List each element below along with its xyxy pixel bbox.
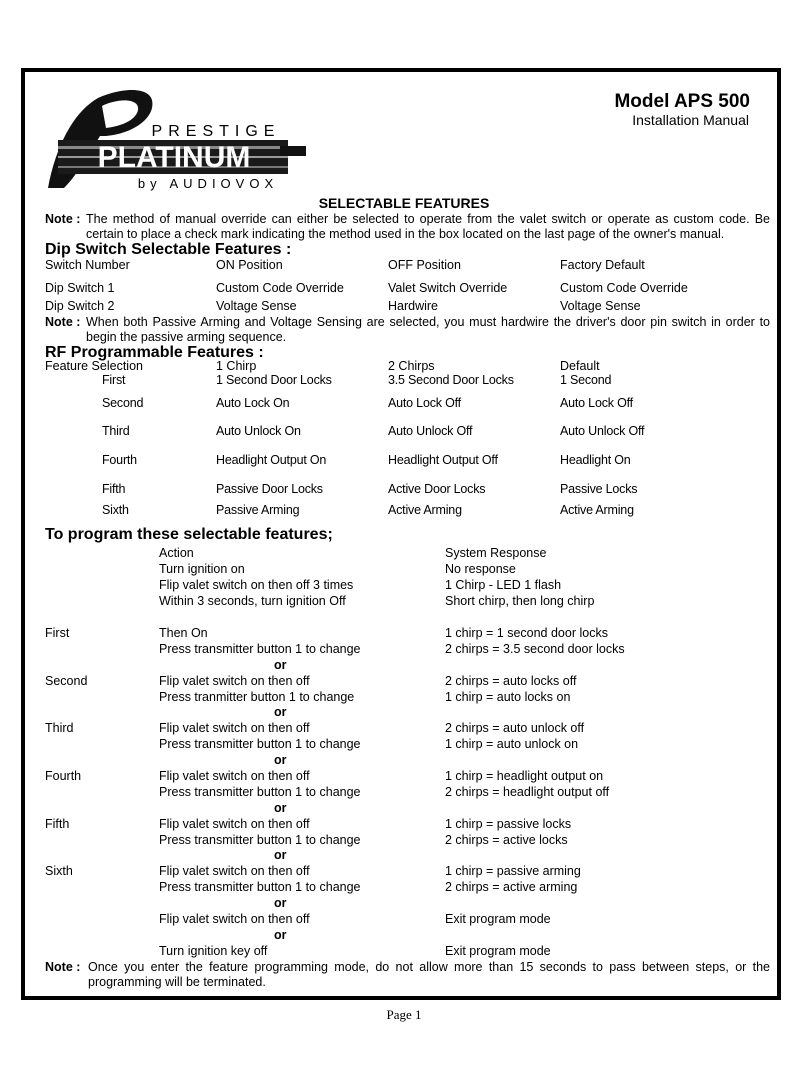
program-action: Turn ignition on: [159, 562, 245, 576]
program-response: Exit program mode: [445, 912, 551, 926]
rf-cell: Active Arming: [560, 503, 634, 517]
program-action: Turn ignition key off: [159, 944, 268, 958]
program-response: 1 chirp = passive arming: [445, 864, 581, 878]
program-response: 1 chirp = auto locks on: [445, 690, 571, 704]
or-separator: or: [274, 928, 287, 942]
program-action: Press transmitter button 1 to change: [159, 642, 361, 656]
program-response: 1 chirp = passive locks: [445, 817, 572, 831]
dip-cell: Voltage Sense: [560, 299, 641, 313]
rf-cell: Passive Arming: [216, 503, 300, 517]
rf-cell: Auto Lock Off: [560, 396, 633, 410]
rf-cell: Passive Locks: [560, 482, 638, 496]
dip-cell: Valet Switch Override: [388, 281, 508, 295]
rf-heading: RF Programmable Features :: [45, 344, 264, 361]
program-action: Press tranmitter button 1 to change: [159, 690, 355, 704]
or-separator: or: [274, 896, 287, 910]
note3-body: Once you enter the feature programming mode, do not allow more than 15 seconds to pass between steps, or the programming will be terminated.: [88, 960, 770, 989]
program-response: No response: [445, 562, 516, 576]
dip-cell: Custom Code Override: [560, 281, 688, 295]
prestige-platinum-logo: [40, 84, 315, 192]
dip-cell: Voltage Sense: [216, 299, 297, 313]
program-action: Flip valet switch on then off 3 times: [159, 578, 354, 592]
rf-cell: 3.5 Second Door Locks: [388, 373, 514, 387]
or-separator: or: [274, 753, 287, 767]
program-heading: To program these selectable features;: [45, 526, 333, 543]
rf-cell: Fifth: [102, 482, 126, 496]
logo-platinum: PLATINUM: [97, 141, 251, 174]
note2-body: When both Passive Arming and Voltage Sensing are selected, you must hardwire the driver's door pin switch in order to begin the passive arming sequence.: [86, 315, 770, 344]
program-action: Press transmitter button 1 to change: [159, 833, 361, 847]
rf-cell: Auto Lock On: [216, 396, 290, 410]
note1-text: [86, 212, 770, 242]
dip-cell: Dip Switch 1: [45, 281, 115, 295]
note2-label: Note :: [45, 315, 81, 329]
dip-header-cell: OFF Position: [388, 258, 461, 272]
program-step-label: Sixth: [45, 864, 73, 878]
program-action: Within 3 seconds, turn ignition Off: [159, 594, 346, 608]
program-response: 2 chirps = 3.5 second door locks: [445, 642, 625, 656]
or-separator: or: [274, 848, 287, 862]
program-action: Flip valet switch on then off: [159, 912, 310, 926]
dip-cell: Custom Code Override: [216, 281, 344, 295]
program-step-label: Third: [45, 721, 74, 735]
rf-cell: Active Door Locks: [388, 482, 486, 496]
rf-cell: Fourth: [102, 453, 137, 467]
program-action: Press transmitter button 1 to change: [159, 785, 361, 799]
rf-cell: Auto Unlock On: [216, 424, 301, 438]
rf-header-cell: Default: [560, 359, 600, 373]
note2-text: [86, 315, 770, 345]
action-header: Action: [159, 546, 194, 560]
rf-cell: Passive Door Locks: [216, 482, 323, 496]
note3-text: [88, 960, 770, 990]
note3-label: Note :: [45, 960, 81, 974]
program-action: Flip valet switch on then off: [159, 817, 310, 831]
program-action: Flip valet switch on then off: [159, 864, 310, 878]
program-response: 2 chirps = headlight output off: [445, 785, 610, 799]
rf-cell: Sixth: [102, 503, 129, 517]
logo-by-audiovox: by AUDIOVOX: [137, 176, 279, 191]
dip-heading: Dip Switch Selectable Features :: [45, 241, 292, 258]
program-step-label: Fifth: [45, 817, 70, 831]
rf-header-cell: Feature Selection: [45, 359, 143, 373]
model-title: Model APS 500: [614, 91, 750, 112]
or-separator: or: [274, 658, 287, 672]
program-action: Press transmitter button 1 to change: [159, 880, 361, 894]
dip-cell: Dip Switch 2: [45, 299, 115, 313]
rf-cell: 1 Second Door Locks: [216, 373, 332, 387]
program-response: 2 chirps = auto locks off: [445, 674, 577, 688]
program-response: 1 chirp = auto unlock on: [445, 737, 579, 751]
dip-header-cell: Factory Default: [560, 258, 645, 272]
program-response: Short chirp, then long chirp: [445, 594, 595, 608]
response-header: System Response: [445, 546, 547, 560]
or-separator: or: [274, 801, 287, 815]
program-action: Flip valet switch on then off: [159, 769, 310, 783]
program-response: Exit program mode: [445, 944, 551, 958]
rf-cell: First: [102, 373, 126, 387]
rf-cell: Third: [102, 424, 130, 438]
program-step-label: Fourth: [45, 769, 82, 783]
rf-cell: Headlight Output On: [216, 453, 327, 467]
rf-cell: Auto Unlock Off: [388, 424, 473, 438]
program-response: 2 chirps = active locks: [445, 833, 568, 847]
manual-subtitle: Installation Manual: [632, 112, 749, 128]
rf-cell: Active Arming: [388, 503, 462, 517]
program-action: Press transmitter button 1 to change: [159, 737, 361, 751]
program-step-label: Second: [45, 674, 88, 688]
program-action: Then On: [159, 626, 208, 640]
dip-cell: Hardwire: [388, 299, 439, 313]
note1-body: The method of manual override can either be selected to operate from the valet switch or operate as custom code. Be certain to place a check mark indicating the method used in the box located on the last page of the owner's manual.: [86, 212, 770, 241]
note1-label: Note :: [45, 212, 81, 226]
rf-header-cell: 1 Chirp: [216, 359, 257, 373]
rf-cell: Second: [102, 396, 144, 410]
page-title: SELECTABLE FEATURES: [318, 195, 490, 211]
rf-cell: Auto Unlock Off: [560, 424, 645, 438]
program-action: Flip valet switch on then off: [159, 721, 310, 735]
rf-cell: 1 Second: [560, 373, 612, 387]
rf-cell: Headlight On: [560, 453, 631, 467]
program-response: 1 Chirp - LED 1 flash: [445, 578, 562, 592]
page-number: Page 1: [386, 1007, 422, 1022]
program-response: 2 chirps = auto unlock off: [445, 721, 585, 735]
program-step-label: First: [45, 626, 70, 640]
dip-header-cell: ON Position: [216, 258, 283, 272]
program-response: 2 chirps = active arming: [445, 880, 578, 894]
program-action: Flip valet switch on then off: [159, 674, 310, 688]
program-response: 1 chirp = 1 second door locks: [445, 626, 608, 640]
dip-header-cell: Switch Number: [45, 258, 130, 272]
rf-cell: Headlight Output Off: [388, 453, 498, 467]
rf-header-cell: 2 Chirps: [388, 359, 435, 373]
logo-prestige: PRESTIGE: [151, 123, 281, 140]
or-separator: or: [274, 705, 287, 719]
rf-cell: Auto Lock Off: [388, 396, 461, 410]
program-response: 1 chirp = headlight output on: [445, 769, 604, 783]
